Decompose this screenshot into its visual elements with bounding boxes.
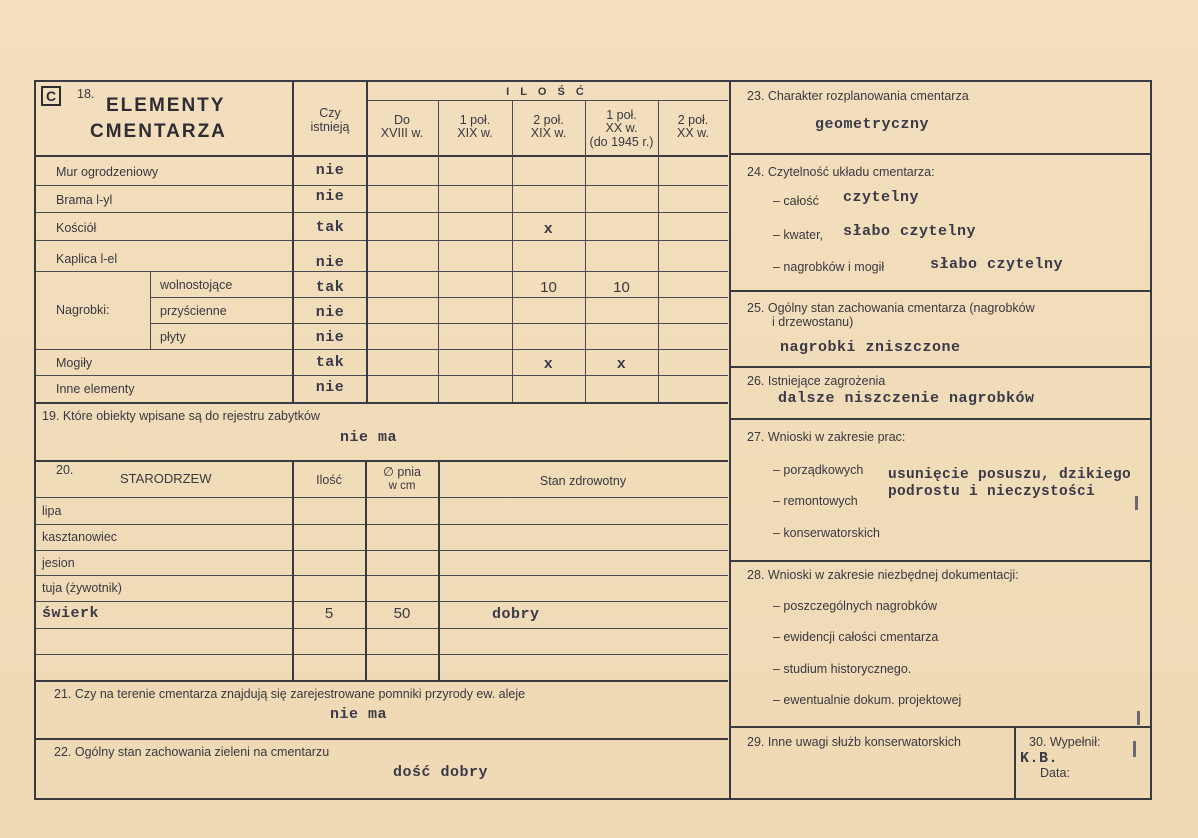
legibility-label: 24. Czytelność układu cmentarza: bbox=[747, 165, 935, 179]
tree-name: lipa bbox=[42, 504, 62, 518]
element-label: wolnostojące bbox=[160, 278, 233, 292]
row-line bbox=[36, 212, 728, 213]
section-title-line2: CMENTARZA bbox=[90, 121, 227, 142]
works-label: 27. Wnioski w zakresie prac: bbox=[747, 430, 906, 444]
row-line bbox=[36, 185, 728, 186]
element-label: Kościół bbox=[56, 221, 97, 235]
col-header-health: Stan zdrowotny bbox=[539, 474, 627, 488]
date-label: Data: bbox=[1040, 766, 1070, 780]
row-line bbox=[36, 497, 728, 498]
period-header: Do bbox=[394, 113, 410, 127]
registry-label: 19. Które obiekty wpisane są do rejestru zabytków bbox=[42, 409, 320, 423]
section-title-line1: ELEMENTY bbox=[106, 95, 226, 116]
element-label: Mogiły bbox=[56, 356, 93, 370]
section-number: 20. bbox=[56, 463, 74, 477]
period-header: XIX w. bbox=[530, 126, 567, 140]
element-exists: nie bbox=[315, 188, 345, 205]
section-divider bbox=[730, 726, 1150, 728]
stray-mark bbox=[1137, 711, 1140, 725]
center-divider bbox=[729, 82, 731, 798]
tree-diameter: 50 bbox=[393, 605, 411, 622]
works-value: usunięcie posuszu, dzikiego bbox=[888, 467, 1132, 483]
col-header-diameter: ∅ pnia bbox=[383, 465, 421, 479]
element-exists: tak bbox=[315, 279, 345, 296]
layout-character-label: 23. Charakter rozplanowania cmentarza bbox=[747, 89, 969, 103]
preservation-label: i drzewostanu) bbox=[772, 315, 854, 329]
preservation-label: 25. Ogólny stan zachowania cmentarza (nagrobków bbox=[747, 301, 1035, 315]
section-divider bbox=[36, 738, 728, 740]
period-header: 2 poł. bbox=[677, 113, 709, 127]
documentation-item: – studium historycznego. bbox=[773, 662, 912, 676]
row-line bbox=[36, 349, 728, 350]
registry-value: nie ma bbox=[340, 429, 398, 446]
period-header: XVIII w. bbox=[380, 126, 424, 140]
threats-value: dalsze niszczenie nagrobków bbox=[778, 390, 1035, 407]
period-header: (do 1945 r.) bbox=[589, 135, 654, 149]
legibility-item-value: słabo czytelny bbox=[843, 223, 977, 240]
element-exists: nie bbox=[315, 379, 345, 396]
period-header: 1 poł. bbox=[606, 108, 637, 122]
filled-by-label: 30. Wypełnił: bbox=[1029, 735, 1101, 749]
row-line bbox=[36, 628, 728, 629]
stray-mark bbox=[1135, 496, 1138, 510]
documentation-label: 28. Wnioski w zakresie niezbędnej dokumentacji: bbox=[747, 568, 1019, 582]
section-divider bbox=[730, 418, 1150, 420]
documentation-item: – ewentualnie dokum. projektowej bbox=[773, 693, 962, 707]
element-label: płyty bbox=[160, 330, 186, 344]
element-label: Brama l-yl bbox=[56, 193, 113, 207]
col-line bbox=[150, 271, 151, 349]
row-line bbox=[36, 654, 728, 655]
col-line bbox=[1014, 726, 1016, 798]
row-line bbox=[36, 550, 728, 551]
section-divider bbox=[730, 366, 1150, 368]
row-line bbox=[36, 575, 728, 576]
section-divider bbox=[36, 680, 728, 682]
row-line bbox=[150, 323, 728, 324]
element-label: Inne elementy bbox=[56, 382, 135, 396]
element-exists: tak bbox=[315, 219, 345, 236]
legibility-item-value: słabo czytelny bbox=[930, 256, 1064, 273]
element-label: Kaplica l-el bbox=[56, 252, 118, 266]
natural-monuments-value: nie ma bbox=[330, 706, 388, 723]
other-remarks-label: 29. Inne uwagi służb konserwatorskich bbox=[747, 735, 962, 749]
period-header: 2 poł. bbox=[533, 113, 564, 127]
works-item: – remontowych bbox=[773, 494, 858, 508]
col-line bbox=[438, 460, 440, 680]
greenery-state-label: 22. Ogólny stan zachowania zieleni na cmentarzu bbox=[54, 745, 330, 759]
legibility-item-label: – całość bbox=[773, 194, 819, 208]
section-divider bbox=[36, 402, 728, 404]
tree-name: jesion bbox=[42, 556, 75, 570]
legibility-item-label: – nagrobków i mogił bbox=[773, 260, 885, 274]
row-line bbox=[36, 524, 728, 525]
legibility-item-value: czytelny bbox=[843, 189, 920, 206]
tree-count: 5 bbox=[324, 605, 334, 622]
preservation-value: nagrobki zniszczone bbox=[780, 339, 961, 356]
ilosc-divider bbox=[366, 100, 728, 101]
element-exists: nie bbox=[315, 329, 345, 346]
element-label: przyścienne bbox=[160, 304, 227, 318]
element-exists: nie bbox=[315, 162, 345, 179]
row-line bbox=[36, 601, 728, 602]
col-header-exists: Czy bbox=[319, 106, 341, 120]
col-line bbox=[292, 460, 294, 680]
row-line bbox=[36, 271, 728, 272]
layout-character-value: geometryczny bbox=[815, 116, 930, 133]
col-line bbox=[438, 100, 439, 402]
tree-name: tuja (żywotnik) bbox=[42, 581, 122, 595]
element-exists: nie bbox=[315, 304, 345, 321]
col-header-exists: istnieją bbox=[310, 120, 350, 134]
section-divider bbox=[730, 290, 1150, 292]
stray-mark bbox=[1133, 741, 1136, 757]
col-header-ilosc: I L O Ś Ć bbox=[506, 86, 588, 98]
tree-health: dobry bbox=[492, 606, 540, 623]
section-divider bbox=[730, 560, 1150, 562]
col-line bbox=[365, 460, 367, 680]
element-period-value: x bbox=[543, 221, 554, 238]
header-divider bbox=[36, 155, 728, 157]
col-header-count: Ilość bbox=[316, 473, 342, 487]
element-label: Mur ogrodzeniowy bbox=[56, 165, 159, 179]
works-value: podrostu i nieczystości bbox=[888, 484, 1096, 500]
nagrobki-label: Nagrobki: bbox=[56, 303, 110, 317]
period-header: XX w. bbox=[677, 126, 709, 140]
natural-monuments-label: 21. Czy na terenie cmentarza znajdują się zarejestrowane pomniki przyrody ew. aleje bbox=[54, 687, 526, 701]
tree-name: kasztanowiec bbox=[42, 530, 118, 544]
period-header: 1 poł. bbox=[459, 113, 491, 127]
works-item: – porządkowych bbox=[773, 463, 864, 477]
element-period-value: 10 bbox=[613, 279, 630, 296]
period-header: XX w. bbox=[605, 121, 638, 135]
filled-by-value: K.B. bbox=[1020, 750, 1059, 767]
threats-label: 26. Istniejące zagrożenia bbox=[747, 374, 886, 388]
greenery-state-value: dość dobry bbox=[393, 764, 489, 781]
element-exists: nie bbox=[315, 254, 345, 271]
period-header: XIX w. bbox=[457, 126, 493, 140]
documentation-item: – ewidencji całości cmentarza bbox=[773, 630, 939, 644]
element-period-value: 10 bbox=[540, 279, 557, 296]
section-letter-box: C bbox=[41, 86, 61, 106]
row-line bbox=[36, 375, 728, 376]
works-item: – konserwatorskich bbox=[773, 526, 880, 540]
section-number: 18. bbox=[77, 87, 95, 101]
row-line bbox=[150, 297, 728, 298]
legibility-item-label: – kwater, bbox=[773, 228, 824, 242]
element-exists: tak bbox=[315, 354, 345, 371]
row-line bbox=[36, 240, 728, 241]
element-period-value: x bbox=[543, 356, 554, 373]
element-period-value: x bbox=[616, 356, 627, 373]
documentation-item: – poszczególnych nagrobków bbox=[773, 599, 937, 613]
tree-name: świerk bbox=[42, 605, 100, 622]
col-header-diameter: w cm bbox=[388, 480, 416, 492]
section-divider bbox=[730, 153, 1150, 155]
section-divider bbox=[36, 460, 728, 462]
old-trees-title: STARODRZEW bbox=[120, 471, 212, 486]
